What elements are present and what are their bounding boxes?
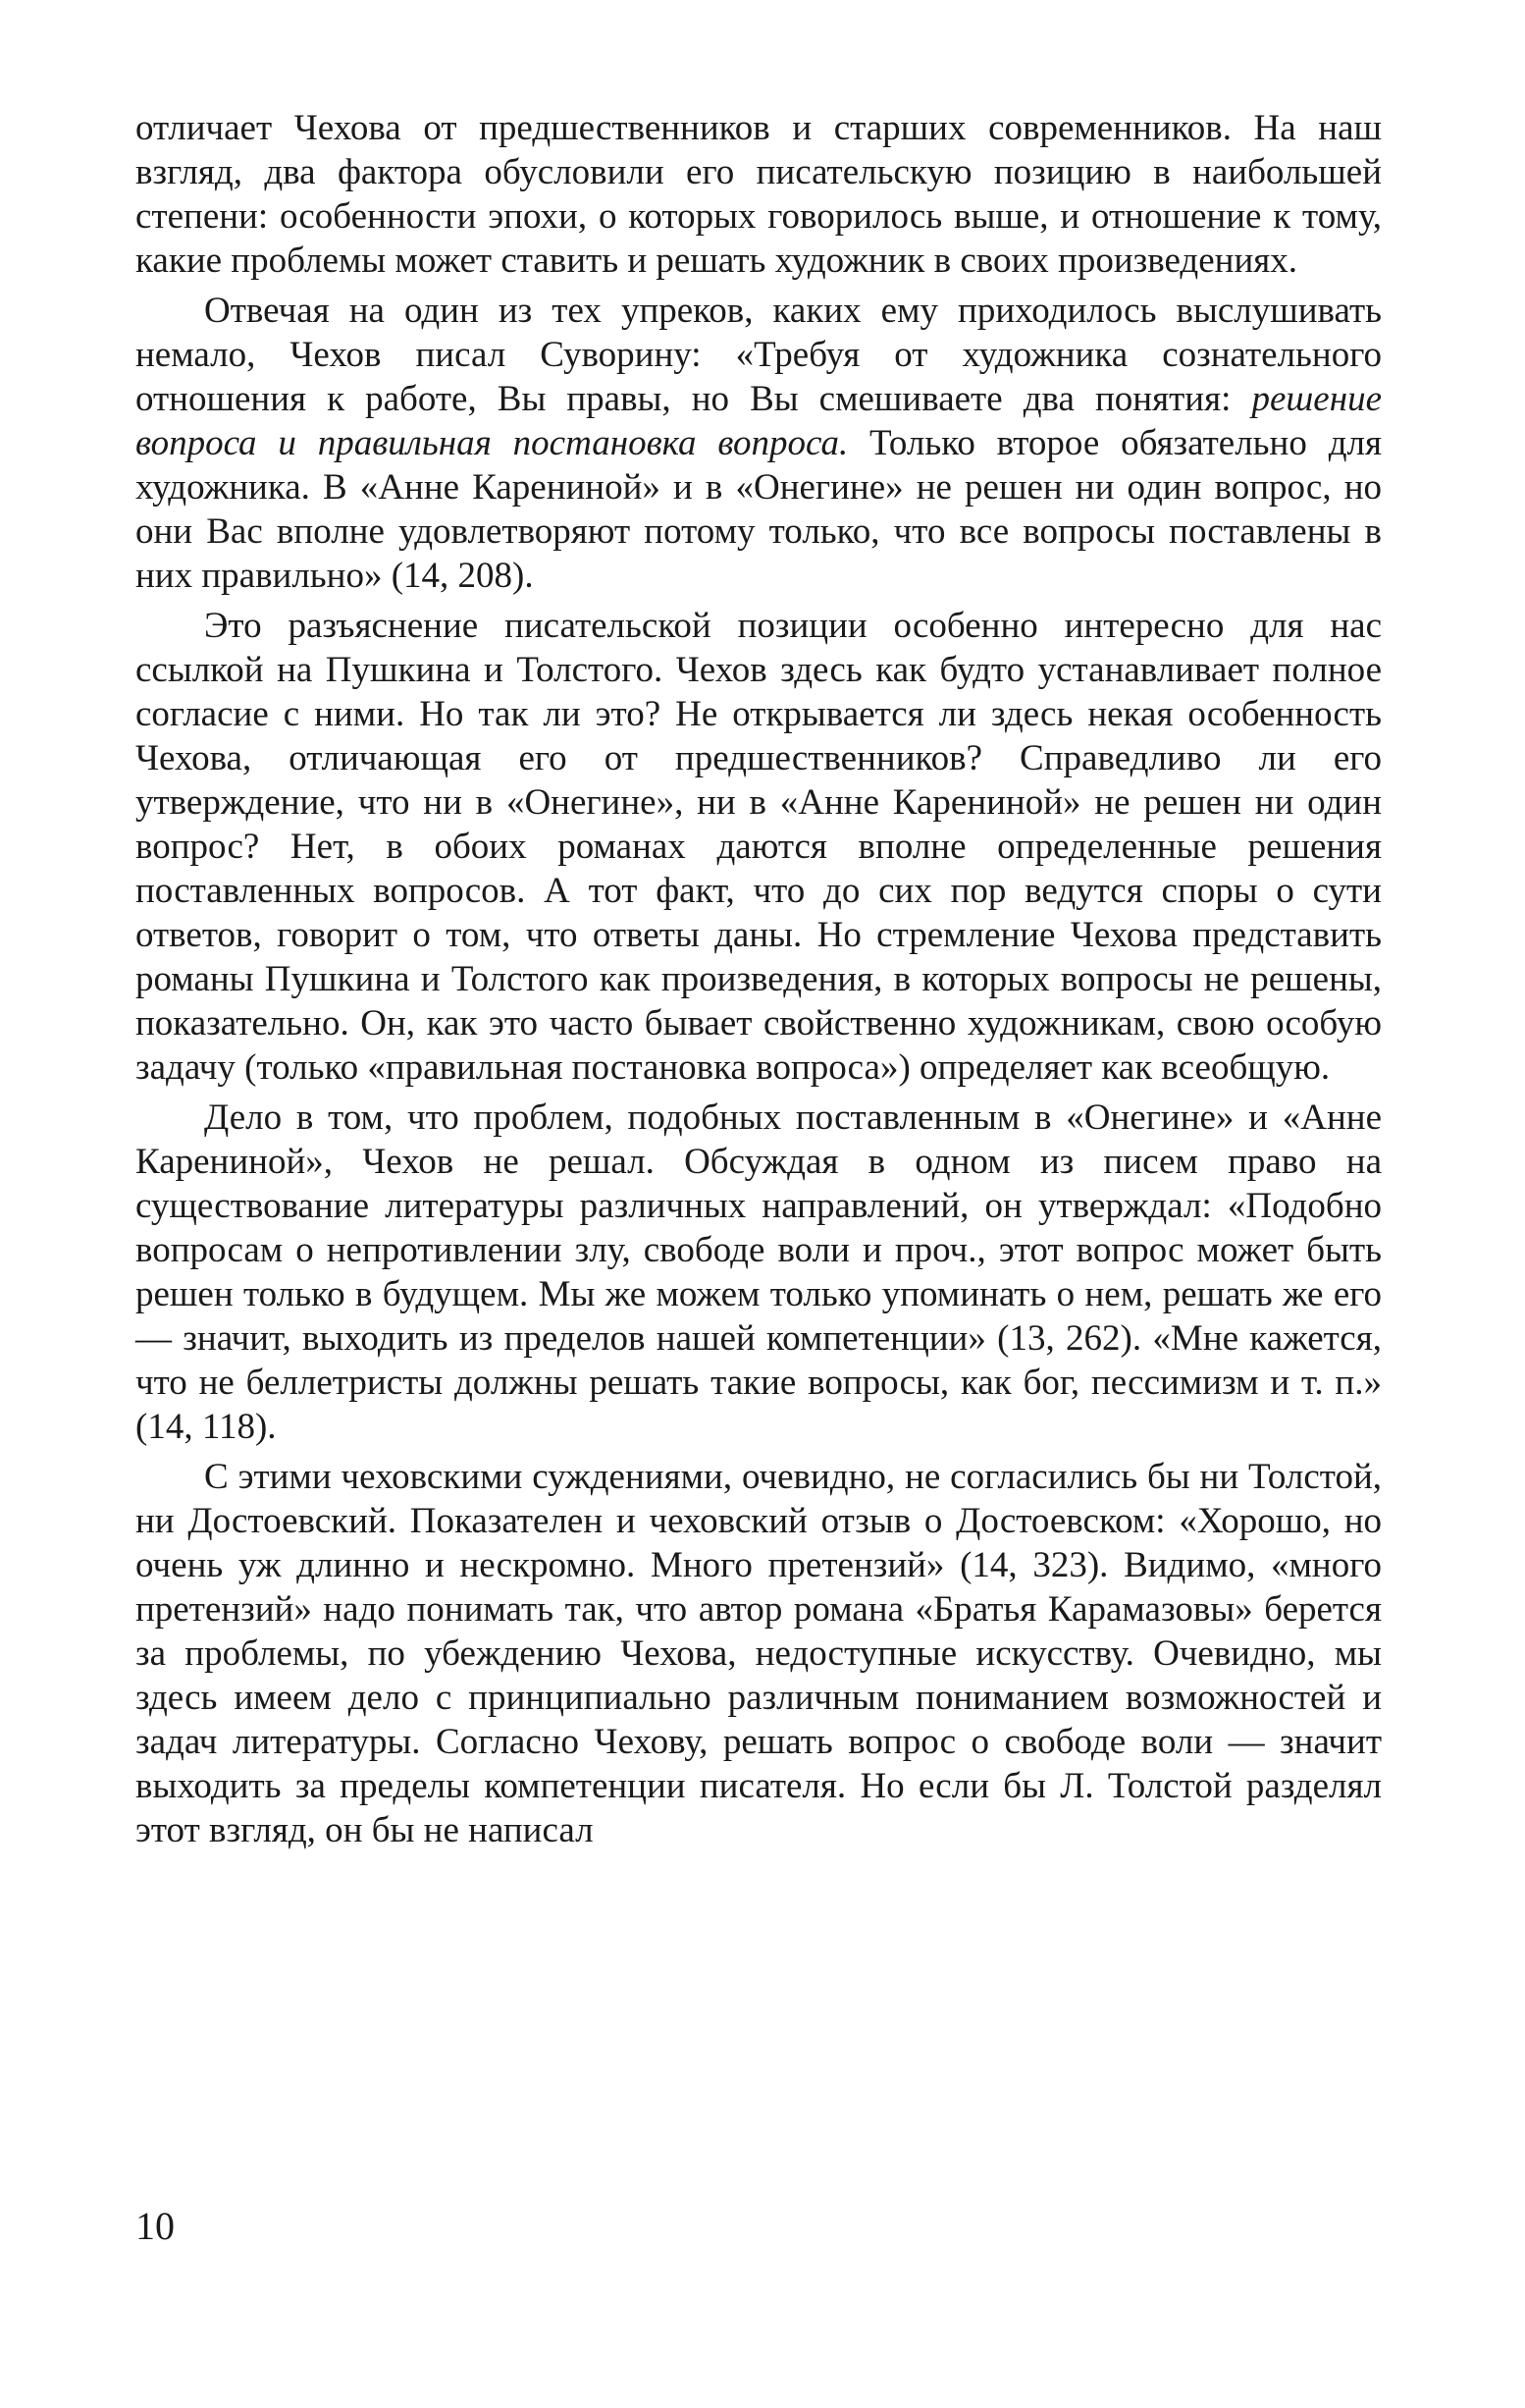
paragraph-4 <box>135 1096 1382 1449</box>
paragraph-2-text-after: Только второе обязательно для художника. В «Анне Карениной» и в «Онегине» не решен ни один вопрос, но они Вас вполне удовлетворяют потому только, что все вопросы поставлены в них правильно» (14, 208). <box>135 423 1382 596</box>
paragraph-5 <box>135 1455 1382 1852</box>
paragraph-4-text: Дело в том, что проблем, подобных поставленным в «Онегине» и «Анне Карениной», Чехов не решал. Обсуждая в одном из писем право на существование литературы различных направлений, он утверждал: «Подобно вопросам о непротивлении злу, свободе воли и проч., этот вопрос может быть решен только в будущем. Мы же можем только упоминать о нем, решать же его — значит, выходить из пределов нашей компетенции» (13, 262). «Мне кажется, что не беллетристы должны решать такие вопросы, как бог, пессимизм и т. п.» (14, 118). <box>135 1097 1382 1447</box>
paragraph-2 <box>135 289 1382 598</box>
paragraph-3-text: Это разъяснение писательской позиции особенно интересно для нас ссылкой на Пушкина и Толстого. Чехов здесь как будто устанавливает полное согласие с ними. Но так ли это? Не открывается ли здесь некая особенность Чехова, отличающая его от предшественников? Справедливо ли его утверждение, что ни в «Онегине», ни в «Анне Карениной» не решен ни один вопрос? Нет, в обоих романах даются вполне определенные решения поставленных вопросов. А тот факт, что до сих пор ведутся споры о сути ответов, говорит о том, что ответы даны. Но стремление Чехова представить романы Пушкина и Толстого как произведения, в которых вопросы не решены, показательно. Он, как это часто бывает свойственно художникам, свою особую задачу (только «правильная постановка вопроса») определяет как всеобщую. <box>135 606 1382 1088</box>
page-number: 10 <box>135 2204 175 2248</box>
paragraph-2-emphasis: решение вопроса и правильная постановка вопроса. <box>135 379 1382 463</box>
paragraph-1-text: отличает Чехова от предшественников и старших современников. На наш взгляд, два фактора обусловили его писательскую позицию в наибольшей степени: особенности эпохи, о которых говорилось выше, и отношение к тому, какие проблемы может ставить и решать художник в своих произведениях. <box>135 108 1382 281</box>
paragraph-5-text: С этими чеховскими суждениями, очевидно, не согласились бы ни Толстой, ни Достоевский. Показателен и чеховский отзыв о Достоевском: «Хорошо, но очень уж длинно и нескромно. Много претензий» (14, 323). Видимо, «много претензий» надо понимать так, что автор романа «Братья Карамазовы» берется за проблемы, по убеждению Чехова, недоступные искусству. Очевидно, мы здесь имеем дело с принципиально различным пониманием возможностей и задач литературы. Согласно Чехову, решать вопрос о свободе воли — значит выходить за пределы компетенции писателя. Но если бы Л. Толстой разделял этот взгляд, он бы не написал <box>135 1457 1382 1850</box>
body-text <box>135 106 1382 1858</box>
paragraph-2-text-before: Отвечая на один из тех упреков, каких ему приходилось выслушивать немало, Чехов писал Суворину: «Требуя от художника сознательного отношения к работе, Вы правы, но Вы смешиваете два понятия: <box>135 291 1382 419</box>
paragraph-3 <box>135 604 1382 1090</box>
paragraph-1 <box>135 106 1382 283</box>
